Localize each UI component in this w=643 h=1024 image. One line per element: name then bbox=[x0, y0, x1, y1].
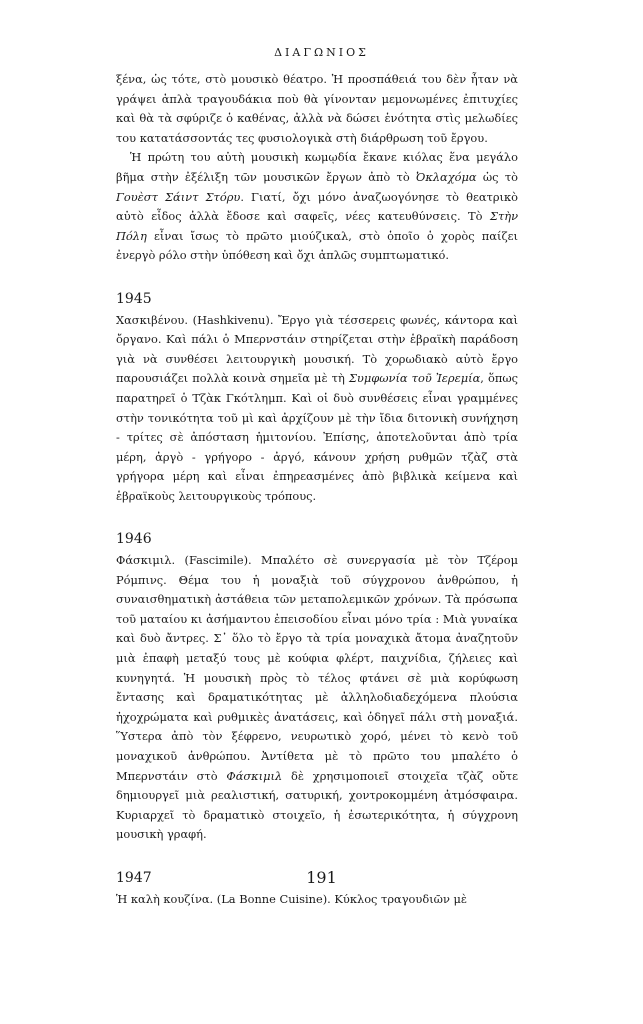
intro-paragraph-1: ξένα, ὡς τότε, στὸ μουσικὸ θέατρο. Ἡ προσπάθειά του δὲν ἦταν νὰ γράψει ἁπλὰ τραγουδάκια ποὺ θὰ γίνονταν μεμονωμένες ἐπιτυχίες καὶ θὰ τὰ σφύριζε ὁ καθένας, ἀλλὰ νὰ δώσει ἑνότητα στὶς μελωδίες του κατατάσσοντάς τες φυσιολογικὰ στὴ διάρθρωση τοῦ ἔργου. bbox=[116, 72, 518, 145]
year-heading-1947: 1947 bbox=[116, 869, 152, 886]
entry-1946: Φάσκιμιλ. (Fascimile). Μπαλέτο σὲ συνεργασία μὲ τὸν Τζέρομ Ρόμπινς. Θέμα του ἡ μοναξιὰ τοῦ σύγχρονου ἀνθρώπου, ἡ συναισθηματικὴ ἀστάθεια τῶν μεταπολεμικῶν χρόνων. Τὰ πρόσωπα τοῦ ματαίου κι ἀσήμαντου ἐπεισοδίου εἶναι μόνο τρία : Μιὰ γυναίκα καὶ δυὸ ἄντρες. Σ᾿ ὅλο τὸ ἔργο τὰ τρία μοναχικὰ ἄτομα ἀναζητοῦν μιὰ ἐπαφὴ μεταξύ τους μὲ κούφια φλέρτ, παιχνίδια, ζήλειες καὶ κυνηγητά. Ἡ μουσικὴ πρὸς τὸ τέλος φτάνει σὲ μιὰ κορύφωση ἔντασης καὶ δραματικότητας μὲ ἀλληλοδιαδεχόμενα πλούσια ἠχοχρώματα καὶ ρυθμικὲς ἀνατάσεις, καὶ ὁδηγεῖ πάλι στὴ μοναξιά. Ὕστερα ἀπὸ τὸν ξέφρενο, νευρωτικὸ χορό, μένει τὸ κενὸ τοῦ μοναχικοῦ ἀνθρώπου. Ἀντίθετα μὲ τὸ πρῶτο του μπαλέτο ὁ Μπερνστάιν στὸ Φάσκιμιλ δὲ χρησιμοποιεῖ στοιχεῖα τζὰζ οὔτε δημιουργεῖ μιὰ ρεαλιστική, σατυρική, χοντροκομμένη ἀτμόσφαιρα. Κυριαρχεῖ τὸ δραματικὸ στοιχεῖο, ἡ ἐσωτερικότητα, ἡ σύγχρονη μουσικὴ γραφή. bbox=[116, 553, 518, 842]
year-heading-1945: 1945 bbox=[116, 290, 152, 307]
running-header: ΔΙΑΓΩΝΙΟΣ bbox=[274, 46, 369, 59]
entry-1945: Χασκιβένου. (Hashkivenu). Ἔργο γιὰ τέσσερεις φωνές, κάντορα καὶ ὄργανο. Καὶ πάλι ὁ Μπερνστάιν στηρίζεται στὴν ἑβραϊκὴ παράδοση γιὰ νὰ συνθέσει λειτουργικὴ μουσική. Τὸ χορωδιακὸ αὐτὸ ἔργο παρουσιάζει πολλὰ κοινὰ σημεῖα μὲ τὴ Συμφωνία τοῦ Ἰερεμία, ὅπως παρατηρεῖ ὁ Τζὰκ Γκότλημπ. Καὶ οἱ δυὸ συνθέσεις εἶναι γραμμένες στὴν τονικότητα τοῦ μὶ καὶ ἀρχίζουν μὲ τὴν ἴδια διτονικὴ συνήχηση - τρίτες σὲ ἀπόσταση ἡμιτονίου. Ἐπίσης, ἀποτελοῦνται ἀπὸ τρία μέρη, ἀργὸ - γρήγορο - ἀργό, κάνουν χρήση ρυθμῶν τζὰζ στὰ γρήγορα μέρη καὶ εἶναι ἐπηρεασμένες ἀπὸ βιβλικὰ κείμενα καὶ ἑβραϊκοὺς λειτουργικοὺς τρόπους. bbox=[116, 312, 518, 503]
page-number: 191 bbox=[306, 868, 337, 887]
intro-paragraph-2: Ἡ πρώτη του αὐτὴ μουσικὴ κωμῳδία ἔκανε κιόλας ἕνα μεγάλο βῆμα στὴν ἐξέλιξη τῶν μουσικῶν ἔργων ἀπὸ τὸ Ὀκλαχόμα ὡς τὸ Γουὲστ Σάιντ Στόρυ. Γιατί, ὄχι μόνο ἀναζωογόνησε τὸ θεατρικὸ αὐτὸ εἶδος ἀλλὰ ἔδοσε καὶ σαφεῖς, νέες κατευθύνσεις. Τὸ Στὴν Πόλη εἶναι ἴσως τὸ πρῶτο μιούζικαλ, στὸ ὁποῖο ὁ χορὸς παίζει ἐνεργὸ ρόλο στὴν ὑπόθεση καὶ ὄχι ἁπλῶς συμπτωματικό. bbox=[116, 150, 519, 263]
body-text bbox=[116, 70, 518, 909]
work-title: Γουὲστ Σάιντ Στόρυ bbox=[116, 189, 241, 204]
year-heading-1946: 1946 bbox=[116, 531, 152, 548]
work-title: Στὴν Πόλη bbox=[116, 209, 518, 243]
entry-1947: Ἡ καλὴ κουζίνα. (La Bonne Cuisine). Κύκλος τραγουδιῶν μὲ bbox=[116, 891, 468, 906]
work-title: Συμφωνία τοῦ Ἰερεμία bbox=[348, 371, 481, 386]
work-title: Φάσκιμιλ bbox=[226, 768, 283, 783]
work-title: Ὀκλαχόμα bbox=[416, 169, 477, 184]
